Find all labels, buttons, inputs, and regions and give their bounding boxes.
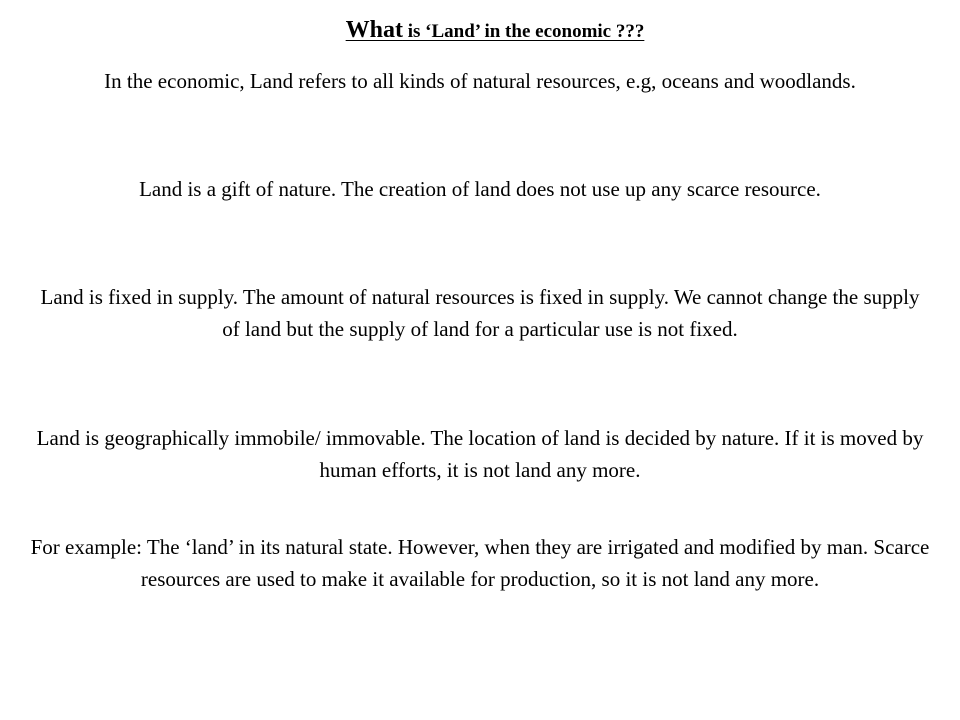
title-rest: is ‘Land’ in the economic ??? — [402, 21, 645, 42]
paragraph-gift-of-nature: Land is a gift of nature. The creation of land does not use up any scarce resource. — [139, 177, 821, 201]
title-lead: What — [345, 17, 403, 43]
paragraph-land-definition: In the economic, Land refers to all kinds of natural resources, e.g, oceans and woodlands. — [104, 69, 856, 93]
slide-title — [0, 8, 960, 55]
paragraph-fixed-supply: Land is fixed in supply. The amount of natural resources is fixed in supply. We cannot change the supply of land but the supply of land for a particular use is not fixed. — [40, 285, 920, 341]
paragraph-example: For example: The ‘land’ in its natural state. However, when they are irrigated and modified by man. Scarce resources are used to make it available for production, so it is not land any more. — [30, 535, 930, 591]
paragraph-immobile: Land is geographically immobile/ immovable. The location of land is decided by nature. If it is moved by human efforts, it is not land any more. — [36, 426, 924, 482]
